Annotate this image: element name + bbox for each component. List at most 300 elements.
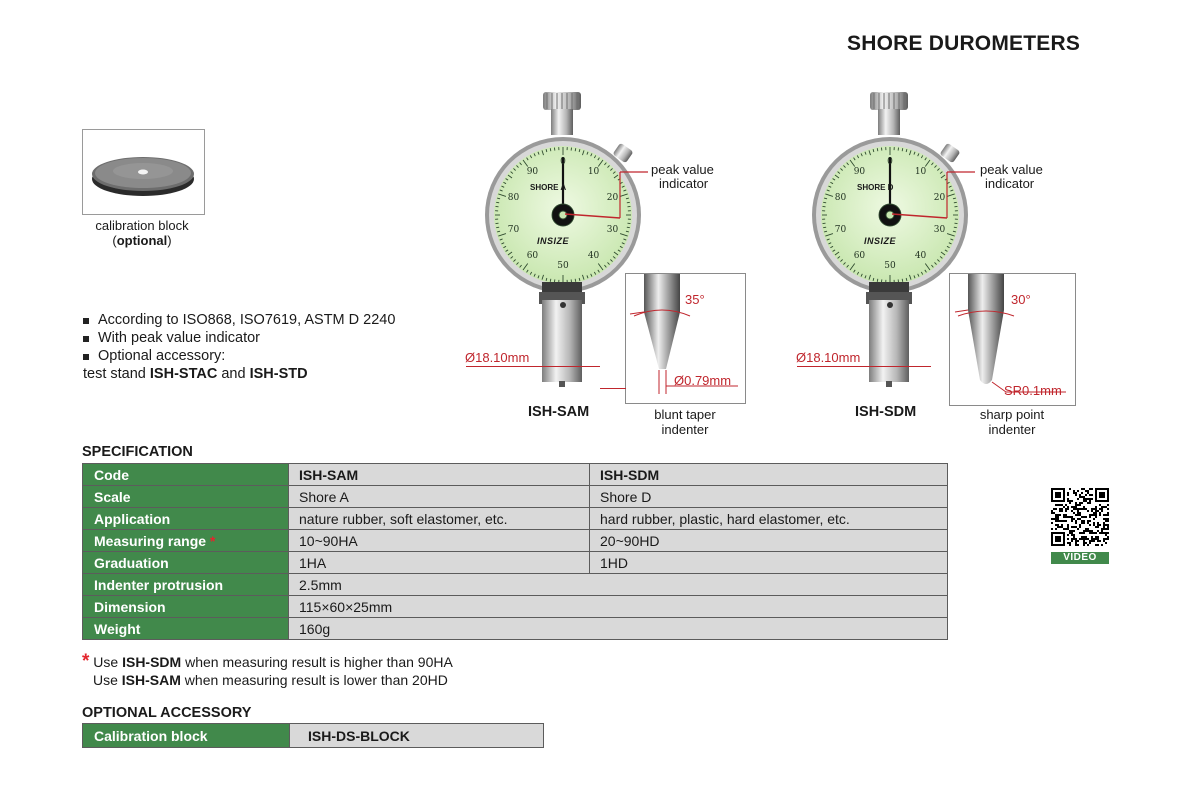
qr-module: [1051, 528, 1053, 530]
dial-number: 0: [887, 157, 893, 167]
qr-module: [1075, 544, 1077, 546]
spec-label: Weight: [83, 618, 289, 640]
qr-module: [1087, 498, 1089, 500]
qr-module: [1107, 526, 1109, 528]
tip-d: SR0.1mm: [1004, 383, 1062, 398]
qr-module: [1079, 514, 1081, 516]
dial-number: 0: [560, 157, 566, 167]
accessory-table: [82, 723, 544, 748]
qr-module: [1091, 498, 1093, 500]
qr-module: [1075, 522, 1077, 524]
feature-item: According to ISO868, ISO7619, ASTM D 2240: [82, 311, 395, 329]
qr-module: [1095, 538, 1097, 540]
qr-module: [1085, 494, 1087, 496]
qr-module: [1103, 518, 1105, 520]
indenter-caption-a: blunt taper indenter: [654, 407, 716, 437]
qr-module: [1095, 532, 1097, 534]
qr-module: [1105, 506, 1107, 508]
qr-module: [1067, 500, 1069, 502]
qr-module: [1061, 504, 1063, 506]
qr-module: [1089, 532, 1091, 534]
qr-module: [1069, 532, 1071, 534]
qr-module: [1055, 520, 1057, 522]
dial-tick: [496, 227, 499, 228]
qr-module: [1091, 508, 1093, 510]
peak-label-d: peak value indicator: [980, 162, 1043, 191]
qr-module: [1097, 544, 1099, 546]
angle-d: 30°: [1011, 292, 1031, 307]
qr-module: [1075, 508, 1077, 510]
qr-module: [1095, 506, 1097, 508]
dial-number: 10: [914, 166, 927, 177]
qr-module: [1087, 544, 1089, 546]
qr-module: [1077, 504, 1079, 506]
qr-module: [1079, 526, 1081, 528]
qr-module: [1083, 544, 1085, 546]
qr-module: [1051, 510, 1053, 512]
qr-module: [1107, 504, 1109, 506]
calibration-disc-icon: [83, 130, 204, 214]
qr-module: [1065, 510, 1067, 512]
calibration-block-image: [82, 129, 205, 215]
table-row: [83, 618, 948, 640]
qr-module: [1067, 506, 1069, 508]
spec-value: nature rubber, soft elastomer, etc.: [289, 508, 590, 530]
dial-number: 70: [507, 225, 520, 236]
qr-module: [1071, 510, 1073, 512]
table-row: [83, 596, 948, 618]
qr-module: [1089, 502, 1091, 504]
qr-module: [1083, 500, 1085, 502]
qr-module: [1069, 516, 1071, 518]
peak-pointer-a: [560, 170, 660, 230]
qr-module: [1077, 508, 1079, 510]
qr-module: [1063, 528, 1065, 530]
qr-module: [1091, 510, 1093, 512]
spec-value: 1HD: [590, 552, 948, 574]
qr-module: [1083, 542, 1085, 544]
qr-module: [1075, 492, 1077, 494]
qr-module: [1075, 520, 1077, 522]
qr-module: [1085, 508, 1087, 510]
spec-value: ISH-SAM: [289, 464, 590, 486]
qr-module: [1091, 488, 1093, 490]
qr-module: [1077, 510, 1079, 512]
page-title: SHORE DUROMETERS: [847, 32, 1081, 55]
qr-module: [1083, 532, 1085, 534]
qr-module: [1083, 530, 1085, 532]
qr-module: [1071, 500, 1073, 502]
qr-module: [1055, 516, 1057, 518]
diameter-d: Ø18.10mm: [796, 350, 861, 365]
qr-module: [1093, 524, 1095, 526]
qr-module: [1077, 490, 1079, 492]
qr-module: [1099, 532, 1101, 534]
spec-label: Measuring range *: [83, 530, 289, 552]
qr-module: [1089, 520, 1091, 522]
dial-number: 90: [526, 166, 539, 177]
qr-module: [1079, 504, 1081, 506]
dial-number: 80: [834, 192, 847, 203]
spec-value: 10~90HA: [289, 530, 590, 552]
qr-module: [1067, 534, 1069, 536]
qr-module: [1085, 536, 1087, 538]
dial-number: 40: [914, 251, 927, 262]
dial-number: 20: [933, 192, 946, 203]
qr-module: [1083, 498, 1085, 500]
qr-module: [1077, 544, 1079, 546]
spec-label: Application: [83, 508, 289, 530]
qr-module: [1087, 528, 1089, 530]
qr-module: [1103, 524, 1105, 526]
qr-module: [1083, 522, 1085, 524]
qr-module: [1067, 526, 1069, 528]
qr-module: [1103, 532, 1105, 534]
qr-module: [1105, 520, 1107, 522]
qr-module: [1077, 512, 1079, 514]
dial-number: 50: [557, 261, 569, 271]
table-row: [83, 486, 948, 508]
qr-module: [1081, 536, 1083, 538]
spec-label: Dimension: [83, 596, 289, 618]
qr-module: [1067, 498, 1069, 500]
spec-value: 115×60×25mm: [289, 596, 948, 618]
dial-tick: [902, 279, 903, 282]
qr-module: [1097, 522, 1099, 524]
qr-module: [1061, 508, 1063, 510]
model-label-d: ISH-SDM: [855, 404, 917, 420]
feature-list: [82, 311, 395, 383]
qr-module: [1069, 488, 1071, 490]
spec-label: Graduation: [83, 552, 289, 574]
qr-module: [1081, 492, 1083, 494]
qr-module: [1079, 532, 1081, 534]
table-row: [83, 552, 948, 574]
spec-value: 160g: [289, 618, 948, 640]
diameter-line-d: [797, 366, 931, 367]
qr-module: [1089, 530, 1091, 532]
dial-tick: [550, 279, 551, 282]
qr-module: [1087, 538, 1089, 540]
qr-module: [1069, 502, 1071, 504]
qr-module: [1075, 504, 1077, 506]
qr-module: [1105, 514, 1107, 516]
qr-module: [1103, 526, 1105, 528]
qr-module: [1095, 508, 1097, 510]
dial-tick: [902, 148, 903, 151]
qr-module: [1083, 536, 1085, 538]
qr-module: [1089, 494, 1091, 496]
qr-module: [1051, 512, 1053, 514]
qr-module: [1095, 526, 1097, 528]
qr-module: [1079, 508, 1081, 510]
qr-module: [1089, 514, 1091, 516]
qr-module: [1105, 542, 1107, 544]
qr-module: [1073, 518, 1075, 520]
qr-module: [1101, 510, 1103, 512]
qr-module: [1093, 538, 1095, 540]
dial-tick: [823, 227, 826, 228]
feature-item-continued: test stand ISH-STAC and ISH-STD: [83, 366, 308, 382]
calibration-caption: calibration block (optional): [95, 218, 189, 248]
qr-module: [1093, 512, 1095, 514]
table-row: [83, 508, 948, 530]
qr-module: [1097, 526, 1099, 528]
qr-module: [1065, 508, 1067, 510]
qr-module: [1087, 530, 1089, 532]
qr-module: [1073, 508, 1075, 510]
qr-module: [1067, 528, 1069, 530]
qr-module: [1087, 502, 1089, 504]
qr-module: [1075, 540, 1077, 542]
qr-module: [1059, 508, 1061, 510]
qr-module: [1063, 516, 1065, 518]
qr-module: [1089, 516, 1091, 518]
qr-module: [1071, 540, 1073, 542]
qr-module: [1097, 536, 1099, 538]
accessory-heading: OPTIONAL ACCESSORY: [82, 705, 252, 721]
qr-module: [1085, 538, 1087, 540]
qr-module: [1065, 514, 1067, 516]
qr-module: [1081, 532, 1083, 534]
indenter-caption-d: sharp point indenter: [979, 407, 1045, 437]
qr-module: [1055, 524, 1057, 526]
qr-module: [1107, 520, 1109, 522]
qr-module: [1107, 538, 1109, 540]
qr-module: [1063, 520, 1065, 522]
qr-module: [1069, 544, 1071, 546]
qr-module: [1063, 506, 1065, 508]
qr-module: [1105, 534, 1107, 536]
qr-module: [1105, 524, 1107, 526]
qr-module: [1091, 530, 1093, 532]
table-row: [83, 574, 948, 596]
qr-module: [1081, 496, 1083, 498]
spec-value: Shore D: [590, 486, 948, 508]
dial-number: 50: [884, 261, 896, 271]
qr-module: [1057, 520, 1059, 522]
qr-module: [1051, 518, 1053, 520]
qr-module: [1105, 528, 1107, 530]
qr-module: [1055, 528, 1057, 530]
qr-module: [1055, 508, 1057, 510]
qr-module: [1087, 490, 1089, 492]
brand-logo-a: INSIZE: [537, 236, 570, 246]
table-row: [83, 530, 948, 552]
qr-code[interactable]: [1051, 488, 1109, 563]
qr-module: [1093, 508, 1095, 510]
qr-module: [1089, 500, 1091, 502]
qr-module: [1089, 498, 1091, 500]
qr-module: [1095, 514, 1097, 516]
peak-pointer-d: [887, 170, 987, 230]
qr-module: [1099, 514, 1101, 516]
qr-module: [1097, 538, 1099, 540]
qr-module: [1079, 496, 1081, 498]
qr-module: [1055, 514, 1057, 516]
qr-module: [1069, 542, 1071, 544]
qr-module: [1075, 494, 1077, 496]
qr-module: [1095, 510, 1097, 512]
dial-number: 80: [507, 192, 520, 203]
qr-module: [1079, 538, 1081, 540]
dial-tick: [877, 148, 878, 151]
qr-module: [1105, 538, 1107, 540]
qr-module: [1083, 516, 1085, 518]
diameter-a: Ø18.10mm: [465, 350, 530, 365]
qr-module: [1079, 518, 1081, 520]
qr-module: [1085, 498, 1087, 500]
dial-tick: [550, 148, 551, 151]
qr-module: [1057, 518, 1059, 520]
qr-module: [1055, 504, 1057, 506]
qr-module: [1065, 520, 1067, 522]
qr-module: [1071, 506, 1073, 508]
tip-line-a: [600, 388, 626, 389]
qr-module: [1089, 488, 1091, 490]
qr-module: [1067, 524, 1069, 526]
qr-module: [1065, 528, 1067, 530]
qr-module: [1067, 538, 1069, 540]
qr-module: [1083, 506, 1085, 508]
qr-module: [1105, 518, 1107, 520]
qr-module: [1085, 490, 1087, 492]
spec-label: Code: [83, 464, 289, 486]
qr-module: [1067, 542, 1069, 544]
qr-module: [1091, 514, 1093, 516]
qr-module: [1101, 532, 1103, 534]
qr-module: [1071, 516, 1073, 518]
qr-module: [1093, 518, 1095, 520]
qr-module: [1083, 508, 1085, 510]
qr-module: [1085, 528, 1087, 530]
qr-module: [1065, 516, 1067, 518]
qr-module: [1097, 530, 1099, 532]
measurement-note: * Use ISH-SDM when measuring result is higher than 90HA Use ISH-SAM when measuring result is lower than 20HD: [82, 651, 453, 688]
asterisk: *: [209, 532, 216, 549]
qr-module: [1099, 540, 1101, 542]
qr-module: [1089, 524, 1091, 526]
qr-module: [1091, 540, 1093, 542]
qr-module: [1071, 532, 1073, 534]
qr-module: [1081, 516, 1083, 518]
qr-module: [1097, 540, 1099, 542]
dial-number: 90: [853, 166, 866, 177]
brand-logo-d: INSIZE: [864, 236, 897, 246]
qr-module: [1091, 494, 1093, 496]
qr-module: [1107, 508, 1109, 510]
dial-tick: [877, 279, 878, 282]
diameter-line-a: [466, 366, 600, 367]
qr-module: [1107, 518, 1109, 520]
dial-number: 10: [587, 166, 600, 177]
qr-module: [1103, 528, 1105, 530]
qr-module: [1105, 532, 1107, 534]
spec-value: Shore A: [289, 486, 590, 508]
qr-module: [1083, 496, 1085, 498]
qr-module: [1087, 510, 1089, 512]
qr-module: [1087, 520, 1089, 522]
qr-module: [1077, 540, 1079, 542]
qr-module: [1101, 530, 1103, 532]
qr-module: [1099, 512, 1101, 514]
qr-module: [1083, 488, 1085, 490]
spec-value: hard rubber, plastic, hard elastomer, etc.: [590, 508, 948, 530]
qr-module: [1059, 504, 1061, 506]
qr-module: [1093, 514, 1095, 516]
qr-module: [1099, 504, 1101, 506]
qr-module: [1057, 514, 1059, 516]
qr-module: [1071, 530, 1073, 532]
qr-module: [1075, 542, 1077, 544]
qr-module: [1095, 512, 1097, 514]
accessory-value: ISH-DS-BLOCK: [290, 724, 544, 748]
qr-module: [1073, 538, 1075, 540]
spec-label: Indenter protrusion: [83, 574, 289, 596]
qr-module: [1107, 524, 1109, 526]
dial-number: 60: [853, 251, 866, 262]
qr-module: [1093, 522, 1095, 524]
qr-module: [1077, 528, 1079, 530]
dial-tick: [575, 148, 576, 151]
qr-module: [1061, 526, 1063, 528]
qr-module: [1075, 514, 1077, 516]
qr-module: [1059, 514, 1061, 516]
qr-video-label: VIDEO: [1051, 552, 1109, 564]
qr-module: [1097, 510, 1099, 512]
qr-module: [1061, 524, 1063, 526]
qr-module: [1079, 494, 1081, 496]
spec-value: 2.5mm: [289, 574, 948, 596]
qr-module: [1057, 524, 1059, 526]
dial-tick: [496, 202, 499, 203]
peak-label-a: peak value indicator: [651, 162, 714, 191]
qr-module: [1107, 512, 1109, 514]
dial-number: 40: [587, 251, 600, 262]
qr-module: [1099, 524, 1101, 526]
qr-module: [1065, 504, 1067, 506]
qr-module: [1077, 514, 1079, 516]
table-row: [83, 724, 544, 748]
qr-module: [1061, 520, 1063, 522]
dial-number: 30: [606, 225, 619, 236]
qr-module: [1075, 506, 1077, 508]
model-label-a: ISH-SAM: [528, 404, 590, 420]
qr-module: [1057, 516, 1059, 518]
spec-value: 1HA: [289, 552, 590, 574]
qr-module: [1073, 512, 1075, 514]
qr-module: [1077, 518, 1079, 520]
dial-number: 70: [834, 225, 847, 236]
qr-module: [1101, 506, 1103, 508]
qr-module: [1061, 510, 1063, 512]
dial-number: 20: [606, 192, 619, 203]
qr-module: [1107, 514, 1109, 516]
qr-module: [1071, 526, 1073, 528]
dial-label-d: SHORE D: [857, 183, 894, 192]
qr-module: [1103, 514, 1105, 516]
table-row: [83, 464, 948, 486]
qr-module: [1069, 500, 1071, 502]
qr-module: [1107, 528, 1109, 530]
feature-item: Optional accessory:: [82, 347, 395, 365]
qr-module: [1095, 516, 1097, 518]
qr-module: [1089, 542, 1091, 544]
qr-module: [1103, 506, 1105, 508]
qr-module: [1081, 520, 1083, 522]
qr-module: [1067, 494, 1069, 496]
qr-module: [1071, 534, 1073, 536]
